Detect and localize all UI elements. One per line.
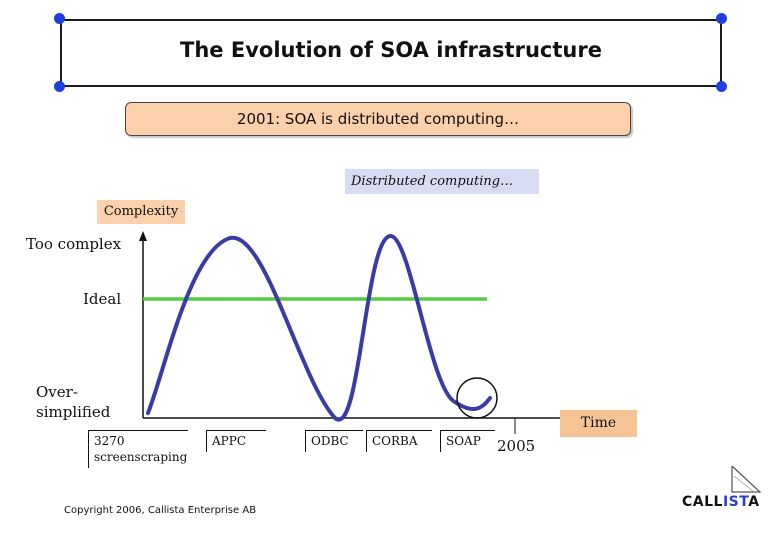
tech-name: ODBC — [311, 434, 349, 448]
evolution-curve — [148, 236, 490, 420]
tech-label-3270 — [88, 430, 188, 468]
tech-label-corba — [366, 430, 432, 452]
logo-wordmark — [682, 494, 772, 510]
y-axis-label: Complexity — [97, 200, 185, 224]
tech-name: screenscraping — [94, 450, 188, 464]
tech-label-odbc — [305, 430, 363, 452]
copyright-text: Copyright 2006, Callista Enterprise AB — [64, 505, 257, 516]
logo-text-end: A — [748, 494, 760, 510]
tech-label-soap — [440, 430, 495, 452]
logo-text-accent: IST — [722, 494, 749, 510]
subtitle-box: 2001: SOA is distributed computing… — [125, 102, 631, 136]
curve-label: Distributed computing… — [345, 169, 539, 194]
tech-name: CORBA — [372, 434, 418, 448]
tech-name: SOAP — [446, 434, 481, 448]
tech-name: 3270 — [94, 434, 125, 448]
slide-title: The Evolution of SOA infrastructure — [180, 38, 602, 62]
level-oversimplified-1: Over- — [36, 383, 78, 401]
year-label: 2005 — [497, 437, 536, 455]
logo-text-main: CALL — [682, 494, 723, 510]
tech-name: APPC — [212, 434, 246, 448]
level-too-complex: Too complex — [26, 235, 122, 253]
x-axis-label: Time — [560, 410, 637, 437]
level-ideal: Ideal — [83, 290, 122, 308]
level-oversimplified-2: simplified — [36, 403, 111, 421]
tech-label-appc — [206, 430, 266, 452]
y-axis-arrowhead — [139, 231, 147, 241]
